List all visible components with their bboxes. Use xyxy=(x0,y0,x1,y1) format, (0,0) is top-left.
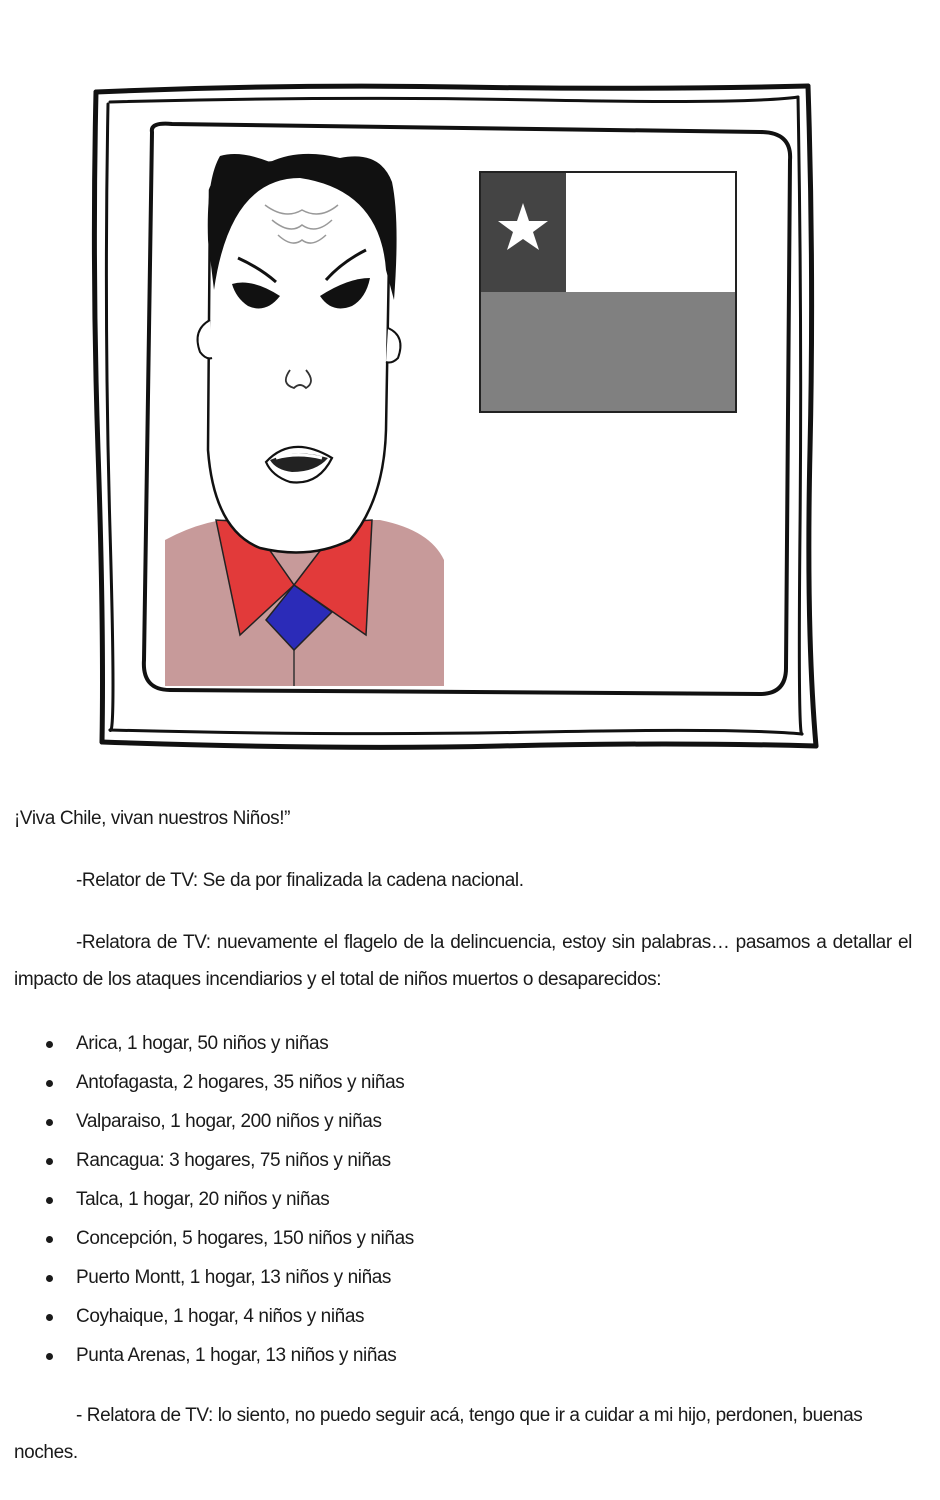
list-item xyxy=(14,1258,912,1297)
bullet-icon xyxy=(46,1236,53,1243)
list-item xyxy=(14,1024,912,1063)
list-item-text: Concepción, 5 hogares, 150 niños y niñas xyxy=(76,1228,414,1249)
list-item-text: Punta Arenas, 1 hogar, 13 niños y niñas xyxy=(76,1345,397,1366)
bullet-icon xyxy=(46,1314,53,1321)
bullet-icon xyxy=(46,1119,53,1126)
relator-line: -Relator de TV: Se da por finalizada la cadena nacional. xyxy=(76,870,524,891)
list-item-text: Rancagua: 3 hogares, 75 niños y niñas xyxy=(76,1150,391,1171)
list-item xyxy=(14,1141,912,1180)
bullet-icon xyxy=(46,1158,53,1165)
list-item xyxy=(14,1336,912,1375)
list-item xyxy=(14,1297,912,1336)
list-item-text: Valparaiso, 1 hogar, 200 niños y niñas xyxy=(76,1111,382,1132)
bullet-icon xyxy=(46,1041,53,1048)
relatora-intro: -Relatora de TV: nuevamente el flagelo de la delincuencia, estoy sin palabras… pasamos a detallar el impacto de los ataques incendiarios y el total de niños muertos o desaparecidos: xyxy=(14,932,912,990)
list-item xyxy=(14,1063,912,1102)
bullet-icon xyxy=(46,1080,53,1087)
casualty-list xyxy=(14,1024,912,1375)
bullet-icon xyxy=(46,1353,53,1360)
closing-quote: ¡Viva Chile, vivan nuestros Niños!” xyxy=(14,808,291,829)
tv-frame-icon xyxy=(80,70,840,770)
list-item-text: Talca, 1 hogar, 20 niños y niñas xyxy=(76,1189,330,1210)
relatora-final: - Relatora de TV: lo siento, no puedo seguir acá, tengo que ir a cuidar a mi hijo, perdonen, buenas noches. xyxy=(14,1405,863,1463)
bullet-icon xyxy=(46,1197,53,1204)
face xyxy=(208,162,390,553)
chile-flag-icon xyxy=(480,172,736,412)
list-item-text: Puerto Montt, 1 hogar, 13 niños y niñas xyxy=(76,1267,391,1288)
list-item-text: Arica, 1 hogar, 50 niños y niñas xyxy=(76,1033,329,1054)
list-item xyxy=(14,1180,912,1219)
tv-illustration xyxy=(80,70,840,770)
list-item xyxy=(14,1102,912,1141)
story-text xyxy=(14,800,912,1471)
list-item-text: Coyhaique, 1 hogar, 4 niños y niñas xyxy=(76,1306,365,1327)
list-item-text: Antofagasta, 2 hogares, 35 niños y niñas xyxy=(76,1072,405,1093)
bullet-icon xyxy=(46,1275,53,1282)
list-item xyxy=(14,1219,912,1258)
